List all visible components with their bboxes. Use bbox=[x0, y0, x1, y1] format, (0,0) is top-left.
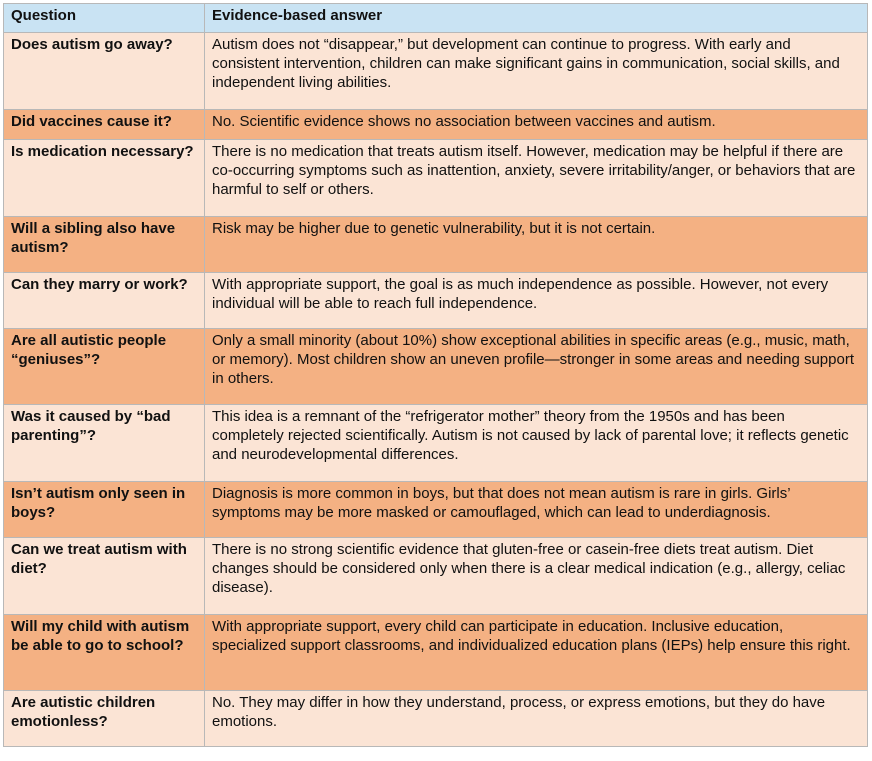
answer-column-header: Evidence-based answer bbox=[205, 4, 868, 33]
faq-table bbox=[3, 3, 868, 747]
table-row bbox=[4, 110, 868, 140]
answer-cell: No. Scientific evidence shows no association between vaccines and autism. bbox=[205, 110, 868, 140]
answer-cell: No. They may differ in how they understand, process, or express emotions, but they do have emotions. bbox=[205, 691, 868, 747]
question-cell: Are autistic children emotionless? bbox=[4, 691, 205, 747]
table-row bbox=[4, 217, 868, 273]
table-row bbox=[4, 482, 868, 538]
question-cell: Isn’t autism only seen in boys? bbox=[4, 482, 205, 538]
answer-cell: This idea is a remnant of the “refrigerator mother” theory from the 1950s and has been completely rejected scientifically. Autism is not caused by lack of parental love; it reflects genetic and neurodevelopmental differences. bbox=[205, 405, 868, 482]
table-row bbox=[4, 329, 868, 405]
table-row bbox=[4, 273, 868, 329]
answer-cell: With appropriate support, the goal is as much independence as possible. However, not every individual will be able to reach full independence. bbox=[205, 273, 868, 329]
table-row bbox=[4, 405, 868, 482]
answer-cell: There is no medication that treats autism itself. However, medication may be helpful if there are co-occurring symptoms such as inattention, anxiety, severe irritability/anger, or behaviors that are harmful to self or others. bbox=[205, 140, 868, 217]
question-cell: Can they marry or work? bbox=[4, 273, 205, 329]
question-cell: Are all autistic people “geniuses”? bbox=[4, 329, 205, 405]
question-cell: Can we treat autism with diet? bbox=[4, 538, 205, 615]
question-cell: Is medication necessary? bbox=[4, 140, 205, 217]
table-row bbox=[4, 615, 868, 691]
answer-cell: Diagnosis is more common in boys, but that does not mean autism is rare in girls. Girls’ symptoms may be more masked or camouflaged, which can lead to underdiagnosis. bbox=[205, 482, 868, 538]
question-cell: Did vaccines cause it? bbox=[4, 110, 205, 140]
table-row bbox=[4, 691, 868, 747]
question-cell: Will a sibling also have autism? bbox=[4, 217, 205, 273]
question-cell: Will my child with autism be able to go to school? bbox=[4, 615, 205, 691]
question-cell: Does autism go away? bbox=[4, 33, 205, 110]
answer-cell: Only a small minority (about 10%) show exceptional abilities in specific areas (e.g., music, math, or memory). Most children show an uneven profile—stronger in some areas and needing support in others. bbox=[205, 329, 868, 405]
table-row bbox=[4, 33, 868, 110]
question-cell: Was it caused by “bad parenting”? bbox=[4, 405, 205, 482]
table-row bbox=[4, 538, 868, 615]
question-column-header: Question bbox=[4, 4, 205, 33]
answer-cell: Autism does not “disappear,” but development can continue to progress. With early and consistent intervention, children can make significant gains in communication, social skills, and independent living abilities. bbox=[205, 33, 868, 110]
table-row bbox=[4, 140, 868, 217]
answer-cell: With appropriate support, every child can participate in education. Inclusive education, specialized support classrooms, and individualized education plans (IEPs) help ensure this right. bbox=[205, 615, 868, 691]
answer-cell: Risk may be higher due to genetic vulnerability, but it is not certain. bbox=[205, 217, 868, 273]
answer-cell: There is no strong scientific evidence that gluten-free or casein-free diets treat autism. Diet changes should be considered only when there is a clear medical indication (e.g., allergy, celiac disease). bbox=[205, 538, 868, 615]
header-row bbox=[4, 4, 868, 33]
